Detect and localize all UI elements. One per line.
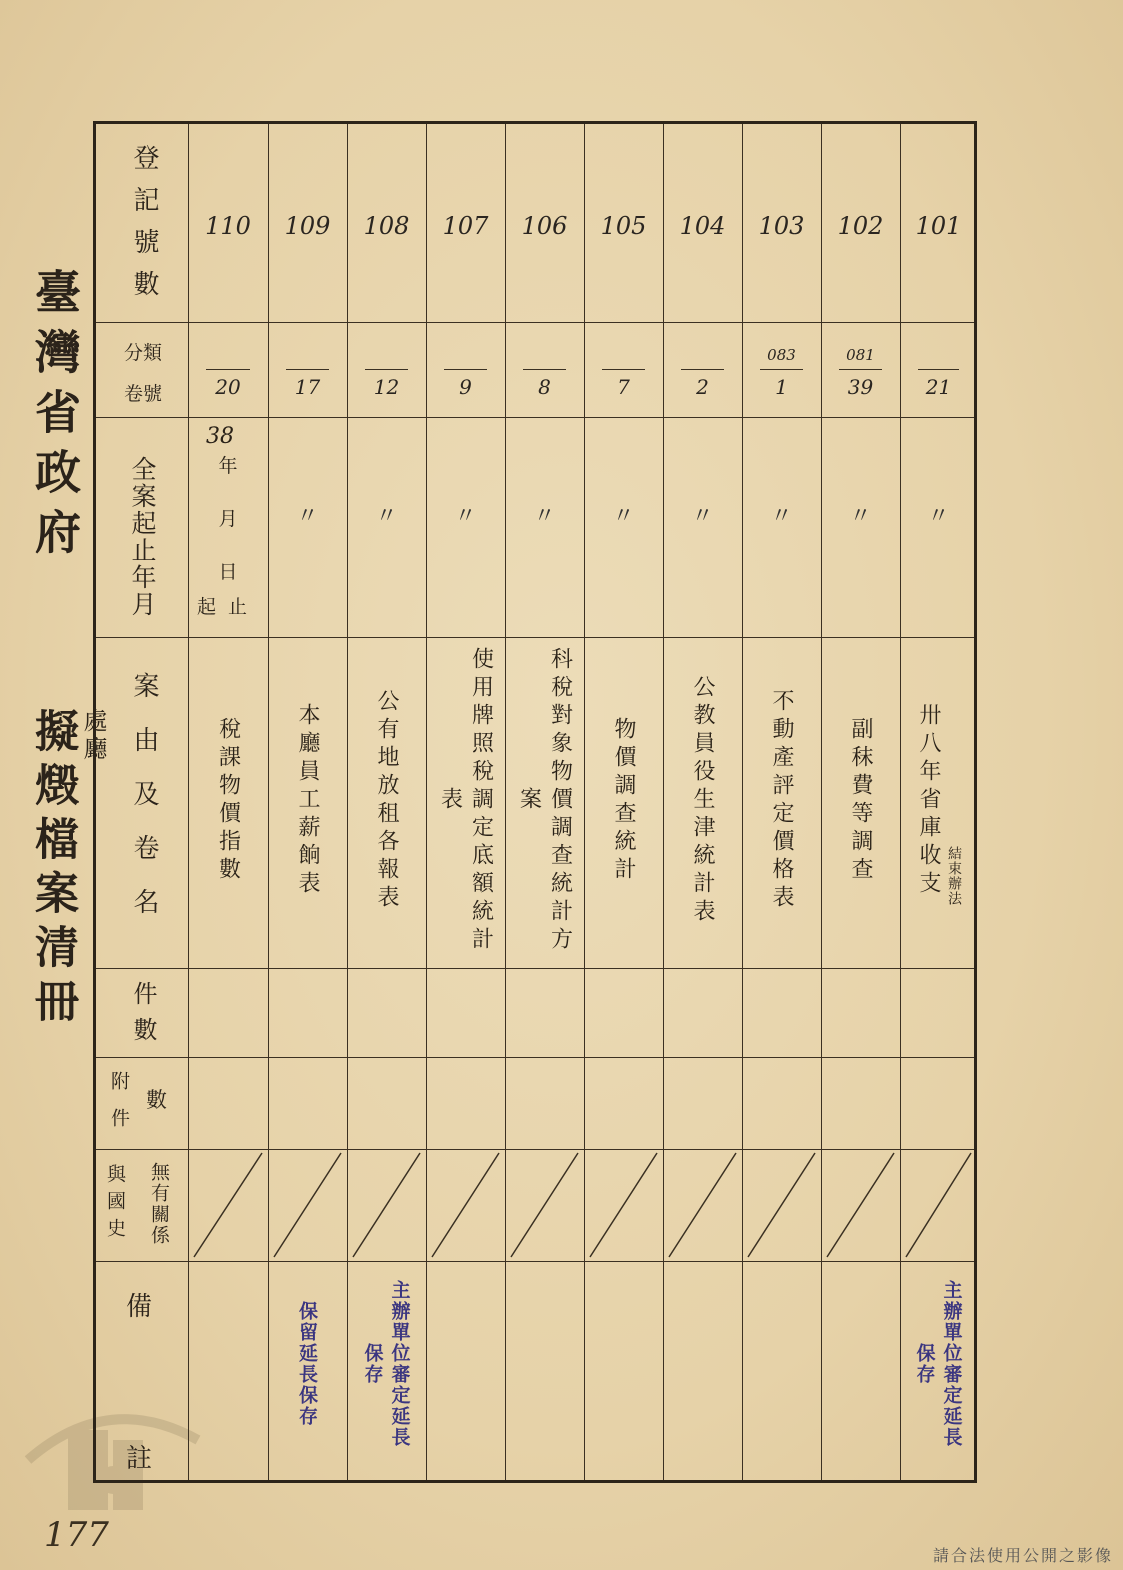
header-history-a: 與國史 — [104, 1163, 126, 1245]
subject-cell — [742, 646, 821, 956]
not-related-slash — [584, 1149, 663, 1261]
subject-cell — [268, 646, 347, 956]
period-ditto-mark: 〃 — [849, 504, 872, 529]
subject-text: 本廳員工薪餉表 — [295, 703, 320, 899]
volume-number: 12 — [373, 375, 400, 399]
header-vol: 卷號 — [123, 383, 162, 405]
subject-cell — [821, 646, 900, 956]
header-count: 件數 — [129, 980, 157, 1053]
volume-number: 20 — [215, 375, 241, 399]
header-period: 全案起止年月 — [128, 456, 157, 618]
subject-text: 公有地放租各報表 — [374, 689, 399, 913]
subject-text: 副秣費等調查 — [848, 717, 873, 885]
period-ditto-mark: 〃 — [927, 504, 950, 529]
subject-cell — [188, 646, 268, 956]
period-ditto-mark: 〃 — [375, 504, 398, 529]
reg-number: 108 — [363, 212, 410, 240]
not-related-slash — [505, 1149, 584, 1261]
volume-number: 8 — [538, 375, 551, 399]
volume-number: 17 — [294, 375, 321, 399]
volume-number: 21 — [925, 375, 952, 399]
reg-number: 109 — [284, 212, 331, 240]
not-related-slash — [426, 1149, 505, 1261]
header-attach-b: 數 — [146, 1088, 167, 1112]
reg-number: 105 — [600, 212, 647, 240]
department-label: 處廳 — [79, 708, 107, 764]
header-attach-a: 附件 — [108, 1070, 130, 1145]
reg-number: 101 — [915, 212, 962, 240]
page-number: 177 — [44, 1515, 109, 1555]
period-ditto-mark: 〃 — [691, 504, 714, 529]
period-ditto-mark: 〃 — [533, 504, 556, 529]
subject-cell — [900, 646, 977, 956]
remark-text: 主辦單位審定延長保存 — [913, 1280, 963, 1448]
reg-number: 106 — [521, 212, 568, 240]
volume-number: 2 — [696, 375, 709, 399]
remark-text: 保留延長保存 — [296, 1301, 318, 1427]
class-number: 083 — [767, 346, 796, 364]
remark-stamp — [268, 1274, 347, 1454]
subject-text: 科稅對象物價調查統計方案 — [516, 647, 573, 955]
inventory-table — [93, 121, 977, 1483]
reg-number: 103 — [758, 212, 805, 240]
not-related-slash — [188, 1149, 268, 1261]
subject-cell — [584, 646, 663, 956]
not-related-slash — [821, 1149, 900, 1261]
subject-subtext: 結束辦法 — [946, 846, 962, 906]
period-ditto-mark: 〃 — [770, 504, 793, 529]
subject-text: 不動產評定價格表 — [769, 689, 794, 913]
not-related-slash — [742, 1149, 821, 1261]
subject-cell — [663, 646, 742, 956]
subject-text: 使用牌照稅調定底額統計表 — [437, 647, 494, 955]
header-subject: 案由及卷名 — [129, 672, 159, 942]
document-title: 臺灣省政府 — [28, 268, 82, 568]
header-reg-no: 登記號數 — [129, 144, 159, 312]
remark-stamp — [900, 1274, 977, 1454]
not-related-slash — [347, 1149, 426, 1261]
remark-text: 主辦單位審定延長保存 — [361, 1280, 411, 1448]
not-related-slash — [663, 1149, 742, 1261]
volume-number: 7 — [617, 375, 630, 399]
period-ditto-mark: 〃 — [612, 504, 635, 529]
document-subtitle: 擬燬檔案清冊 — [27, 708, 78, 1032]
subject-cell — [347, 646, 426, 956]
footer-notice: 請合法使用公開之影像 — [932, 1546, 1113, 1565]
subject-cell — [505, 646, 584, 956]
not-related-slash — [900, 1149, 977, 1261]
remark-stamp — [347, 1274, 426, 1454]
not-related-slash — [268, 1149, 347, 1261]
reg-number: 107 — [442, 212, 489, 240]
header-history-b: 無有關係 — [148, 1162, 170, 1246]
subject-text: 公教員役生津統計表 — [690, 675, 715, 927]
period-cell-first: 38 年 月 日 起止 — [196, 424, 259, 618]
volume-number: 9 — [459, 375, 472, 399]
header-remark-b: 註 — [126, 1444, 153, 1474]
volume-number: 1 — [775, 375, 788, 399]
subject-cell — [426, 646, 505, 956]
header-remark-a: 備 — [126, 1292, 153, 1322]
subject-text: 物價調查統計 — [611, 717, 636, 885]
class-number: 081 — [846, 346, 875, 364]
reg-number: 110 — [205, 212, 251, 240]
reg-number: 104 — [679, 212, 726, 240]
period-ditto-mark: 〃 — [296, 504, 319, 529]
subject-text: 卅八年省庫收支 — [916, 703, 941, 899]
volume-number: 39 — [847, 375, 874, 399]
subject-text: 稅課物價指數 — [215, 717, 241, 885]
reg-number: 102 — [837, 212, 884, 240]
period-ditto-mark: 〃 — [454, 504, 477, 529]
header-class: 分類 — [123, 342, 162, 364]
